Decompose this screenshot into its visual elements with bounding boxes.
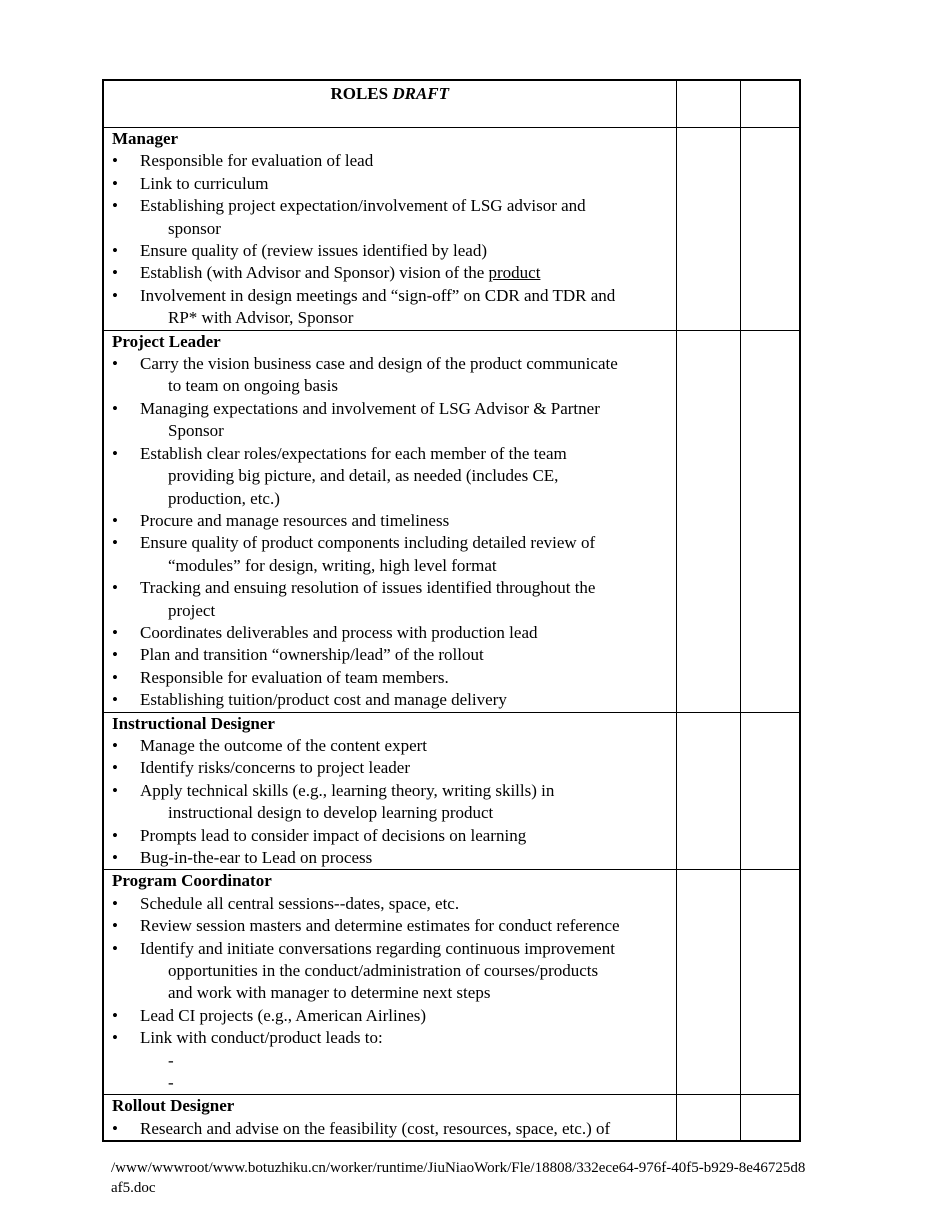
bullet-icon: •	[112, 443, 118, 463]
dash-placeholder: -	[168, 1050, 174, 1070]
list-item: • Prompts lead to consider impact of decisions on learning	[112, 825, 668, 847]
draft-heading: DRAFT	[392, 84, 450, 103]
bullet-icon: •	[112, 690, 118, 710]
role-title: Rollout Designer	[112, 1096, 235, 1116]
bullet-icon: •	[112, 173, 118, 193]
role-title: Instructional Designer	[112, 713, 275, 733]
check-column-2	[740, 712, 800, 870]
check-column-1	[676, 330, 740, 712]
check-column-1	[676, 1095, 740, 1141]
bullet-icon: •	[112, 938, 118, 958]
check-column-1	[676, 128, 740, 331]
role-bullets	[112, 735, 668, 869]
bullet-icon: •	[112, 848, 118, 867]
bullet-icon: •	[112, 354, 118, 374]
bullet-icon: •	[112, 1028, 118, 1048]
list-item: • Research and advise on the feasibility (cost, resources, space, etc.) of	[112, 1118, 668, 1140]
role-row-manager	[103, 128, 800, 331]
role-cell	[103, 128, 676, 331]
roles-heading-cell	[103, 80, 676, 128]
role-cell	[103, 330, 676, 712]
bullet-icon: •	[112, 285, 118, 305]
check-column-1	[676, 80, 740, 128]
list-item: • Responsible for evaluation of lead	[112, 150, 668, 172]
check-column-1	[676, 712, 740, 870]
role-row-instructional-designer	[103, 712, 800, 870]
role-cell	[103, 712, 676, 870]
dash-placeholder: -	[168, 1073, 174, 1093]
list-item: • Coordinates deliverables and process with production lead	[112, 622, 668, 644]
list-item: • Bug-in-the-ear to Lead on process	[112, 847, 668, 869]
list-item: • Plan and transition “ownership/lead” of the rollout	[112, 644, 668, 666]
check-column-2	[740, 330, 800, 712]
list-item: • Establishing project expectation/involvement of LSG advisor and sponsor	[112, 196, 586, 238]
list-item: • Involvement in design meetings and “sign-off” on CDR and TDR and RP* with Advisor, Sponsor	[112, 285, 616, 328]
bullet-icon: •	[112, 398, 118, 418]
bullet-icon: •	[112, 196, 118, 216]
bullet-icon: •	[112, 578, 118, 598]
role-bullets	[112, 150, 668, 329]
list-item: • Ensure quality of (review issues identified by lead)	[112, 240, 668, 262]
list-item: • Review session masters and determine estimates for conduct reference	[112, 915, 668, 937]
bullet-icon: •	[112, 1005, 118, 1025]
check-column-2	[740, 1095, 800, 1141]
list-item: • Procure and manage resources and timeliness	[112, 510, 668, 532]
list-item: • Link to curriculum	[112, 173, 668, 195]
list-item: • Responsible for evaluation of team members.	[112, 667, 668, 689]
list-item: • Identify and initiate conversations regarding continuous improvement opportunities in the conduct/administration of courses/products and work with manager to determine next steps	[112, 938, 615, 1003]
check-column-2	[740, 128, 800, 331]
bullet-icon: •	[112, 780, 118, 800]
list-item: • Identify risks/concerns to project leader	[112, 757, 668, 779]
bullet-icon: •	[112, 510, 118, 530]
bullet-icon: •	[112, 758, 118, 778]
check-column-2	[740, 80, 800, 128]
bullet-icon: •	[112, 622, 118, 642]
bullet-icon: •	[112, 645, 118, 665]
role-cell	[103, 1095, 676, 1141]
list-item: • Establishing tuition/product cost and manage delivery	[112, 689, 668, 711]
list-item: • Establish clear roles/expectations for each member of the team providing big picture, and detail, as needed (includes CE, production, etc.)	[112, 443, 567, 508]
list-item: • Ensure quality of product components including detailed review of “modules” for design, writing, high level format	[112, 533, 596, 575]
bullet-icon: •	[112, 241, 118, 261]
check-column-2	[740, 870, 800, 1095]
bullet-icon: •	[112, 893, 118, 913]
bullet-icon: •	[112, 263, 118, 283]
header-row	[103, 80, 800, 128]
bullet-icon: •	[112, 735, 118, 755]
bullet-icon: •	[112, 667, 118, 687]
bullet-icon: •	[112, 825, 118, 845]
role-row-program-coordinator	[103, 870, 800, 1095]
list-item: • Link with conduct/product leads to:	[112, 1027, 668, 1049]
underlined-word: product	[488, 263, 541, 283]
list-item: • Apply technical skills (e.g., learning theory, writing skills) in instructional design to develop learning product	[112, 780, 555, 823]
list-item: • Schedule all central sessions--dates, space, etc.	[112, 893, 668, 915]
bullet-icon: •	[112, 1118, 118, 1138]
bullet-icon: •	[112, 151, 118, 171]
list-item: • Carry the vision business case and design of the product communicate to team on ongoing basis	[112, 354, 618, 396]
list-item: • Lead CI projects (e.g., American Airlines)	[112, 1005, 668, 1027]
file-path-footer: /www/wwwroot/www.botuzhiku.cn/worker/runtime/JiuNiaoWork/Fle/18808/332ece64-976f-40f5-b929-8e46725d8af5.doc	[111, 1160, 806, 1196]
check-column-1	[676, 870, 740, 1095]
bullet-icon: •	[112, 533, 118, 553]
role-title: Manager	[112, 129, 179, 148]
role-title: Project Leader	[112, 331, 221, 351]
list-item: • Tracking and ensuing resolution of issues identified throughout the project	[112, 578, 596, 620]
list-item: • Establish (with Advisor and Sponsor) vision of the product	[112, 262, 668, 284]
role-cell	[103, 870, 676, 1095]
roles-heading: ROLES	[330, 84, 389, 103]
role-bullets	[112, 1118, 668, 1140]
role-bullets	[112, 353, 668, 712]
role-bullets	[112, 893, 668, 1050]
role-row-rollout-designer	[103, 1095, 800, 1141]
role-row-project-leader	[103, 330, 800, 712]
bullet-icon: •	[112, 916, 118, 936]
role-title: Program Coordinator	[112, 871, 272, 891]
roles-table	[102, 79, 801, 1142]
list-item: • Manage the outcome of the content expert	[112, 735, 668, 757]
list-item: • Managing expectations and involvement of LSG Advisor & Partner Sponsor	[112, 398, 600, 441]
